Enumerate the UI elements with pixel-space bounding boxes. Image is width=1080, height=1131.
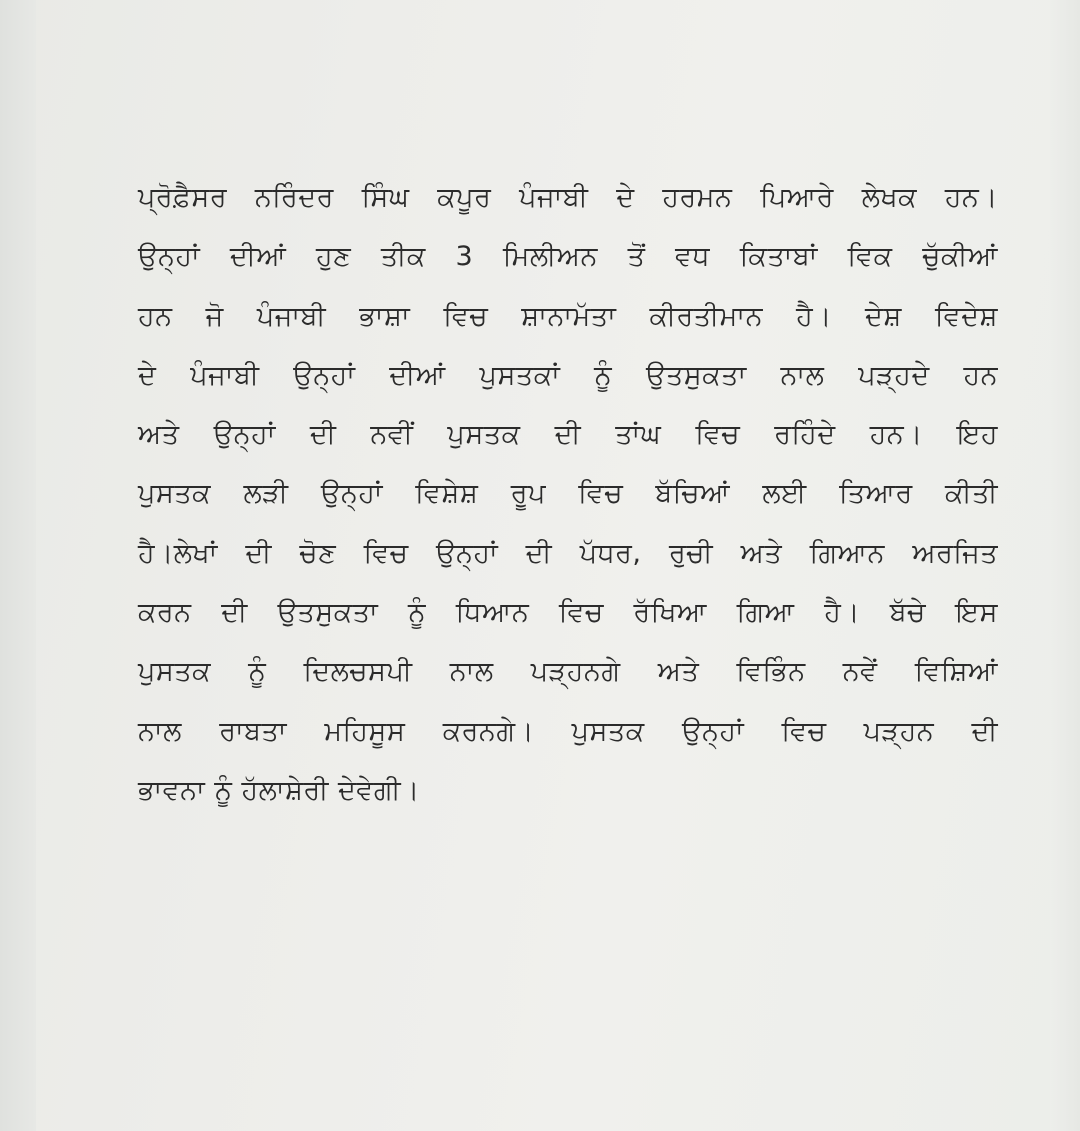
text-line: ਪ੍ਰੋਫ਼ੈਸਰ ਨਰਿੰਦਰ ਸਿੰਘ ਕਪੂਰ ਪੰਜਾਬੀ ਦੇ ਹਰਮਨ ਪਿਆਰੇ ਲੇਖਕ ਹਨ। [138,182,998,213]
text-line: ਪੁਸਤਕ ਨੂੰ ਦਿਲਚਸਪੀ ਨਾਲ ਪੜ੍ਹਨਗੇ ਅਤੇ ਵਿਭਿੰਨ ਨਵੇਂ ਵਿਸ਼ਿਆਂ [138,656,998,688]
text-line: ਅਤੇ ਉਨ੍ਹਾਂ ਦੀ ਨਵੀਂ ਪੁਸਤਕ ਦੀ ਤਾਂਘ ਵਿਚ ਰਹਿੰਦੇ ਹਨ। ਇਹ [138,419,998,451]
page-edge-right [1050,0,1080,1131]
text-line: ਕਰਨ ਦੀ ਉਤਸੁਕਤਾ ਨੂੰ ਧਿਆਨ ਵਿਚ ਰੱਖਿਆ ਗਿਆ ਹੈ। ਬੱਚੇ ਇਸ [138,597,998,629]
text-line: ਹਨ ਜੋ ਪੰਜਾਬੀ ਭਾਸ਼ਾ ਵਿਚ ਸ਼ਾਨਾਮੱਤਾ ਕੀਰਤੀਮਾਨ ਹੈ। ਦੇਸ਼ ਵਿਦੇਸ਼ [138,300,998,332]
text-line: ਪੁਸਤਕ ਲੜੀ ਉਨ੍ਹਾਂ ਵਿਸ਼ੇਸ਼ ਰੂਪ ਵਿਚ ਬੱਚਿਆਂ ਲਈ ਤਿਆਰ ਕੀਤੀ [138,478,998,510]
text-line: ਨਾਲ ਰਾਬਤਾ ਮਹਿਸੂਸ ਕਰਨਗੇ। ਪੁਸਤਕ ਉਨ੍ਹਾਂ ਵਿਚ ਪੜ੍ਹਨ ਦੀ [138,715,998,747]
body-paragraph [138,168,998,820]
text-line: ਹੈ।ਲੇਖਾਂ ਦੀ ਚੋਣ ਵਿਚ ਉਨ੍ਹਾਂ ਦੀ ਪੱਧਰ, ਰੁਚੀ ਅਤੇ ਗਿਆਨ ਅਰਜਿਤ [138,537,998,569]
text-line: ਦੇ ਪੰਜਾਬੀ ਉਨ੍ਹਾਂ ਦੀਆਂ ਪੁਸਤਕਾਂ ਨੂੰ ਉਤਸੁਕਤਾ ਨਾਲ ਪੜ੍ਹਦੇ ਹਨ [138,359,998,391]
text-line: ਭਾਵਨਾ ਨੂੰ ਹੱਲਾਸ਼ੇਰੀ ਦੇਵੇਗੀ। [138,774,420,806]
page-edge-left [0,0,36,1131]
text-line: ਉਨ੍ਹਾਂ ਦੀਆਂ ਹੁਣ ਤੀਕ 3 ਮਿਲੀਅਨ ਤੋਂ ਵਧ ਕਿਤਾਬਾਂ ਵਿਕ ਚੁੱਕੀਆਂ [138,241,998,273]
